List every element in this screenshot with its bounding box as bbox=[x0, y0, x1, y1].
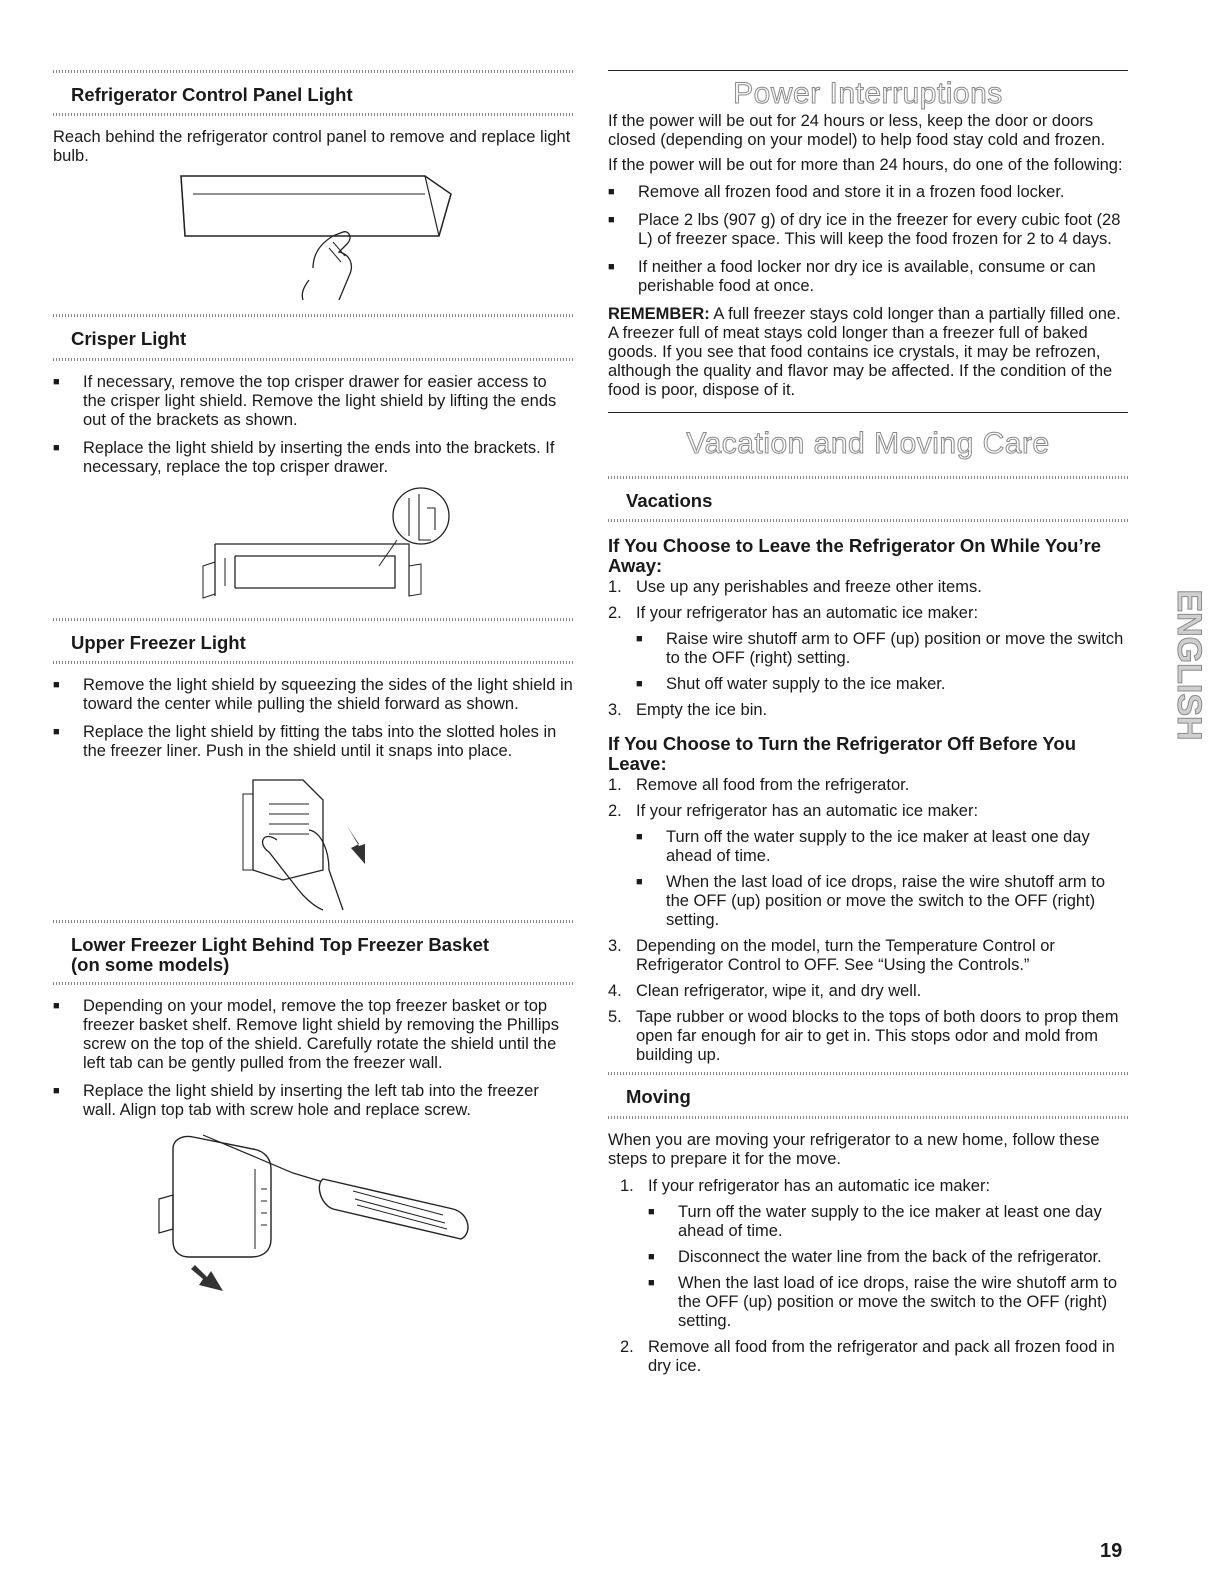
upper-freezer-light-list bbox=[53, 676, 573, 761]
list-item: ■ Shut off water supply to the ice maker. bbox=[636, 675, 1128, 694]
step-text: Remove all food from the refrigerator. bbox=[636, 776, 910, 795]
step-text: If your refrigerator has an automatic ice maker: bbox=[636, 802, 979, 821]
list-item: ■ Depending on your model, remove the top freezer basket or top freezer basket shelf. Remove light shield by removing the Phillips screw on the top of the shield. Carefully rotate the shield until the left tab can be gently pulled from the freezer wall. bbox=[53, 997, 573, 1073]
list-item bbox=[608, 937, 1128, 975]
vacation-moving-heading: Vacation and Moving Care bbox=[686, 427, 1050, 460]
list-item bbox=[608, 776, 1128, 795]
remember-text: A full freezer stays cold longer than a partially filled one. A freezer full of meat stays cold longer than a freezer full of baked goods. If you see that food contains ice crystals, it may be refrozen, although the quality and flavor may be affected. If the condition of the food is poor, dispose of it. bbox=[608, 305, 1121, 399]
list-item: ■ If neither a food locker nor dry ice is available, consume or can perishable food at once. bbox=[608, 258, 1128, 296]
leave-on-heading: If You Choose to Leave the Refrigerator On While You’re Away: bbox=[608, 535, 1102, 577]
list-item: ■ Replace the light shield by inserting the left tab into the freezer wall. Align top tab with screw hole and replace screw. bbox=[53, 1082, 573, 1120]
step-text: Clean refrigerator, wipe it, and dry well. bbox=[636, 982, 922, 1001]
list-item: ■ Remove the light shield by squeezing the sides of the light shield in toward the center while pulling the shield forward as shown. bbox=[53, 676, 573, 714]
power-list bbox=[608, 183, 1128, 296]
upper-freezer-illustration bbox=[213, 770, 413, 910]
section-divider bbox=[53, 661, 573, 664]
list-item bbox=[608, 701, 1128, 720]
leave-on-steps bbox=[608, 578, 1128, 720]
step-number: 4. bbox=[608, 982, 622, 1001]
step-number: 1. bbox=[608, 578, 622, 597]
step-text: Use up any perishables and freeze other items. bbox=[636, 578, 982, 597]
section-divider bbox=[53, 358, 573, 361]
moving-heading: Moving bbox=[626, 1086, 691, 1108]
control-panel-light-heading: Refrigerator Control Panel Light bbox=[71, 84, 353, 105]
list-item: ■ If necessary, remove the top crisper drawer for easier access to the crisper light shield. Remove the light shield by lifting the ends out of the brackets as shown. bbox=[53, 373, 573, 430]
list-item bbox=[620, 1338, 1128, 1376]
control-panel-illustration bbox=[163, 172, 463, 300]
upper-freezer-light-heading: Upper Freezer Light bbox=[71, 631, 246, 653]
right-column bbox=[608, 70, 1128, 1383]
list-item: ■ Disconnect the water line from the back of the refrigerator. bbox=[648, 1248, 1128, 1267]
step-number: 2. bbox=[620, 1337, 634, 1356]
step-number: 5. bbox=[608, 1008, 622, 1027]
section-divider bbox=[608, 1116, 1128, 1119]
list-item: ■ Turn off the water supply to the ice maker at least one day ahead of time. bbox=[648, 1203, 1128, 1241]
section-divider bbox=[53, 982, 573, 985]
list-item bbox=[608, 982, 1128, 1001]
list-item: ■ Remove all frozen food and store it in a frozen food locker. bbox=[608, 183, 1128, 202]
lower-freezer-illustration bbox=[143, 1129, 483, 1309]
list-item: ■ Replace the light shield by fitting the tabs into the slotted holes in the freezer liner. Push in the shield until it snaps into place. bbox=[53, 723, 573, 761]
section-divider bbox=[53, 113, 573, 116]
power-paragraph: If the power will be out for more than 24 hours, do one of the following: bbox=[608, 156, 1123, 174]
vacations-heading: Vacations bbox=[626, 490, 713, 511]
list-item: ■ Turn off the water supply to the ice maker at least one day ahead of time. bbox=[636, 828, 1128, 866]
turn-off-heading: If You Choose to Turn the Refrigerator Off Before You Leave: bbox=[608, 733, 1077, 775]
list-item: ■ Replace the light shield by inserting the ends into the brackets. If necessary, replace the top crisper drawer. bbox=[53, 439, 573, 477]
list-item: ■ When the last load of ice drops, raise the wire shutoff arm to the OFF (up) position or move the switch to the OFF (right) setting. bbox=[648, 1274, 1128, 1331]
lower-freezer-light-list bbox=[53, 997, 573, 1120]
list-item bbox=[608, 604, 1128, 694]
step-number: 3. bbox=[608, 937, 622, 956]
list-item: ■ When the last load of ice drops, raise the wire shutoff arm to the OFF (up) position or move the switch to the OFF (right) setting. bbox=[636, 873, 1128, 930]
step-number: 3. bbox=[608, 701, 622, 720]
step-number: 1. bbox=[620, 1176, 634, 1195]
list-item bbox=[620, 1177, 1128, 1331]
heading-line: (on some models) bbox=[71, 954, 230, 976]
step-text: If your refrigerator has an automatic ice maker: bbox=[636, 604, 979, 623]
page-number: 19 bbox=[1100, 1540, 1123, 1562]
moving-steps bbox=[620, 1177, 1128, 1376]
language-tab bbox=[1152, 565, 1208, 765]
step-number: 2. bbox=[608, 802, 622, 821]
remember-label: REMEMBER: bbox=[608, 305, 710, 323]
list-item: ■ Raise wire shutoff arm to OFF (up) position or move the switch to the OFF (right) setting. bbox=[636, 630, 1128, 668]
list-item bbox=[608, 802, 1128, 930]
crisper-light-heading: Crisper Light bbox=[71, 328, 187, 350]
lower-freezer-light-heading bbox=[53, 923, 573, 982]
step-text: Tape rubber or wood blocks to the tops of both doors to prop them open far enough for air to get in. This stops odor and mold from building up. bbox=[636, 1008, 1119, 1065]
remember-note bbox=[608, 305, 1128, 400]
step-number: 1. bbox=[608, 776, 622, 795]
power-interruptions-heading: Power Interruptions bbox=[733, 77, 1003, 110]
list-item bbox=[608, 578, 1128, 597]
control-panel-light-text: Reach behind the refrigerator control panel to remove and replace light bulb. bbox=[53, 128, 571, 166]
step-number: 2. bbox=[608, 604, 622, 623]
step-text: If your refrigerator has an automatic ice maker: bbox=[648, 1176, 991, 1195]
crisper-light-illustration bbox=[173, 486, 453, 606]
list-item bbox=[608, 1008, 1128, 1065]
moving-intro: When you are moving your refrigerator to a new home, follow these steps to prepare it for the move. bbox=[608, 1130, 1100, 1168]
step-text: Empty the ice bin. bbox=[636, 701, 768, 720]
step-text: Remove all food from the refrigerator and pack all frozen food in dry ice. bbox=[648, 1337, 1115, 1375]
heading-line: Lower Freezer Light Behind Top Freezer Basket bbox=[71, 934, 490, 956]
section-divider bbox=[608, 519, 1128, 522]
power-paragraph: If the power will be out for 24 hours or less, keep the door or doors closed (depending on your model) to help food stay cold and frozen. bbox=[608, 112, 1106, 149]
turn-off-steps bbox=[608, 776, 1128, 1065]
left-column bbox=[53, 70, 573, 1309]
crisper-light-list bbox=[53, 373, 573, 477]
language-tab-label: ENGLISH bbox=[1170, 589, 1208, 741]
list-item: ■ Place 2 lbs (907 g) of dry ice in the freezer for every cubic foot (28 L) of freezer space. This will keep the food frozen for 2 to 4 days. bbox=[608, 211, 1128, 249]
step-text: Depending on the model, turn the Temperature Control or Refrigerator Control to OFF. See “Using the Controls.” bbox=[636, 937, 1055, 975]
